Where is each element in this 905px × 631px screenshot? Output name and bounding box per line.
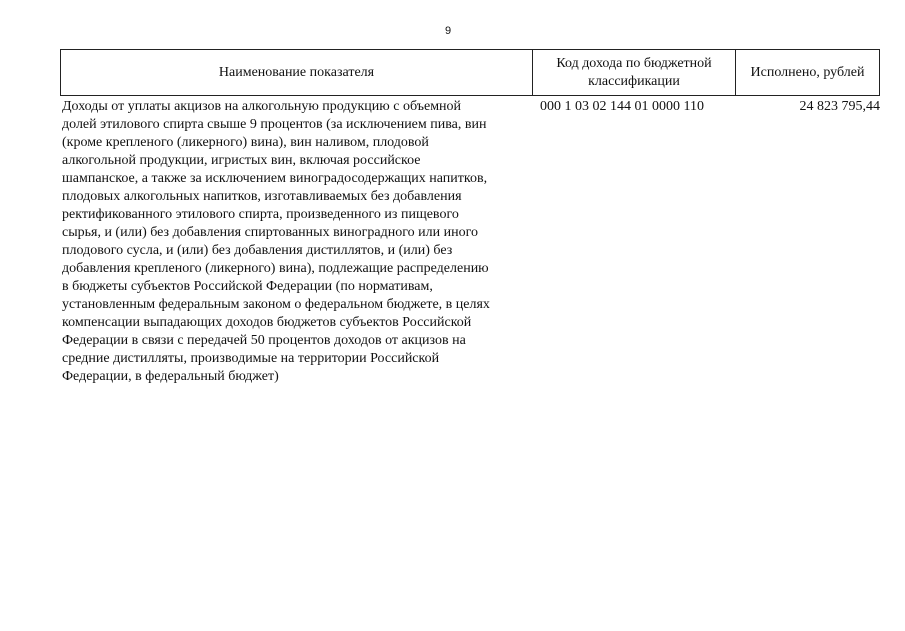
budget-code: 000 1 03 02 144 01 0000 110: [540, 99, 704, 114]
name-line: долей этилового спирта свыше 9 процентов (за исключением пива, вин: [62, 117, 487, 132]
name-line: добавления крепленого (ликерного) вина), подлежащие распределению: [62, 261, 489, 276]
name-line: сырья, и (или) без добавления спиртованных виноградного или иного: [62, 225, 478, 240]
name-line: компенсации выпадающих доходов бюджетов субъектов Российской: [62, 315, 472, 330]
indicator-name: [62, 98, 534, 386]
name-line: (кроме крепленого (ликерного) вина), вин наливом, плодовой: [62, 135, 429, 150]
page-number: 9: [445, 25, 452, 37]
name-line: в бюджеты субъектов Российской Федерации (по нормативам,: [62, 279, 433, 294]
name-line: плодового сусла, и (или) без добавления дистиллятов, и (или) без: [62, 243, 453, 258]
name-line: ректификованного этилового спирта, произведенного из пищевого: [62, 207, 459, 222]
name-line: алкогольной продукции, игристых вин, включая российское: [62, 153, 421, 168]
header-budget-code: Код дохода по бюджетной классификации: [533, 50, 736, 95]
name-line: шампанское, а также за исключением виноградосодержащих напитков,: [62, 171, 488, 186]
table-row: [62, 98, 880, 386]
header-executed-amount: Исполнено, рублей: [750, 64, 865, 80]
header-indicator-name: Наименование показателя: [61, 50, 533, 95]
name-line: Федерации в связи с передачей 50 процентов доходов от акцизов на: [62, 333, 466, 348]
name-line: Федерации, в федеральный бюджет): [62, 369, 279, 384]
name-line: Доходы от уплаты акцизов на алкогольную продукцию с объемной: [62, 99, 462, 114]
table-header: [60, 49, 880, 96]
name-line: плодовых алкогольных напитков, изготавливаемых без добавления: [62, 189, 462, 204]
name-line: установленным федеральным законом о федеральном бюджете, в целях: [62, 297, 490, 312]
name-line: средние дистилляты, производимые на территории Российской: [62, 351, 440, 366]
executed-amount: 24 823 795,44: [799, 99, 880, 114]
